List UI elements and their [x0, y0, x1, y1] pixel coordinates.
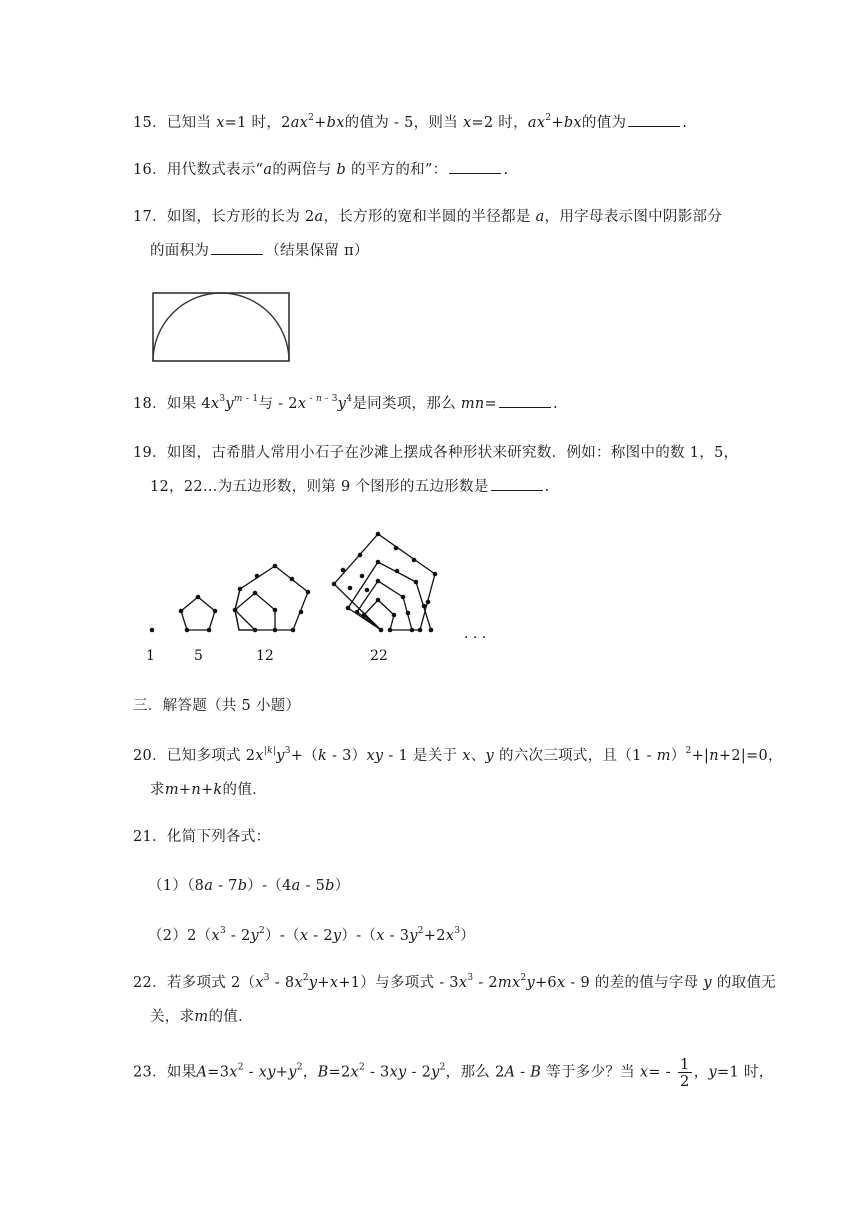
label-5: 5 — [194, 648, 203, 664]
figure-12 — [233, 564, 311, 633]
pentagonal-numbers-figure — [138, 518, 498, 668]
answer-blank[interactable] — [491, 477, 543, 491]
label-12: 12 — [256, 648, 274, 664]
fraction-one-half: $\frac{1}{2}$ — [679, 1055, 690, 1090]
answer-blank[interactable] — [628, 113, 680, 127]
question-18: 18．如果 $4x^3y^{m - 1}$与 - 2x $^{- n - 3}y^4$是同类项，那么 mn= . — [133, 394, 558, 412]
rectangle-semicircle-figure — [150, 290, 292, 364]
question-20-line-1: 20．已知多项式 $2x^{|k|}y^3+(k - 3)xy - 1$ 是关于 x、y 的六次三项式，且（1 - m）$^2$+|n+2|=0， — [133, 746, 783, 764]
answer-blank[interactable] — [499, 394, 551, 408]
question-17-line-2: 的面积为 （结果保留 π） — [150, 243, 369, 259]
question-22-line-1: 22．若多项式 $2(x^3 - 8x^2y+x+1)$与多项式 - $3x^3 - 2mx^2y+6x - 9$ 的差的值与字母 y 的取值无 — [133, 973, 777, 991]
question-15: 15．已知当 x=1 时，$2ax^2+bx$的值为 - 5，则当 x=2 时，$ax^2+bx$的值为 . — [133, 113, 688, 131]
label-1: 1 — [146, 648, 155, 664]
figure-1 — [150, 628, 155, 633]
question-16: 16．用代数式表示“a的两倍与 b 的平方的和”： . — [133, 162, 509, 178]
question-19-line-1: 19．如图，古希腊人常用小石子在沙滩上摆成各种形状来研究数．例如：称图中的数 1，5， — [133, 445, 739, 461]
answer-blank[interactable] — [211, 241, 263, 255]
question-19-line-2: 12，22…为五边形数，则第 9 个图形的五边形数是 . — [150, 479, 550, 495]
label-22: 22 — [370, 648, 388, 664]
ellipsis: · · · — [464, 630, 487, 646]
section-3-title: 三．解答题（共 5 小题） — [133, 698, 301, 714]
question-20-line-2: 求m+n+k的值． — [150, 782, 267, 798]
answer-blank[interactable] — [449, 160, 501, 174]
figure-5 — [179, 595, 218, 633]
figure-22 — [332, 532, 438, 633]
question-21-part-2: $(2)2(x^3 - 2y^2)-(x - 2y)-(x - 3y^2+2x^3)$ — [148, 926, 476, 944]
question-17-line-1: 17．如图，长方形的长为 2a，长方形的宽和半圆的半径都是 a，用字母表示图中阴影部分 — [133, 209, 723, 225]
question-21-part-1: （1）（8a - 7b）-（4a - 5b） — [148, 878, 350, 894]
question-21: 21．化简下列各式： — [133, 829, 271, 845]
question-22-line-2: 关，求m的值． — [150, 1009, 253, 1025]
question-23: 23．如果$A=3x^2 - xy+y^2$，$B=2x^2 - 3xy - 2y^2$，那么 2A - B 等于多少？当 x= - $\frac{1}{2}$ ，y=1 时， — [133, 1055, 774, 1090]
